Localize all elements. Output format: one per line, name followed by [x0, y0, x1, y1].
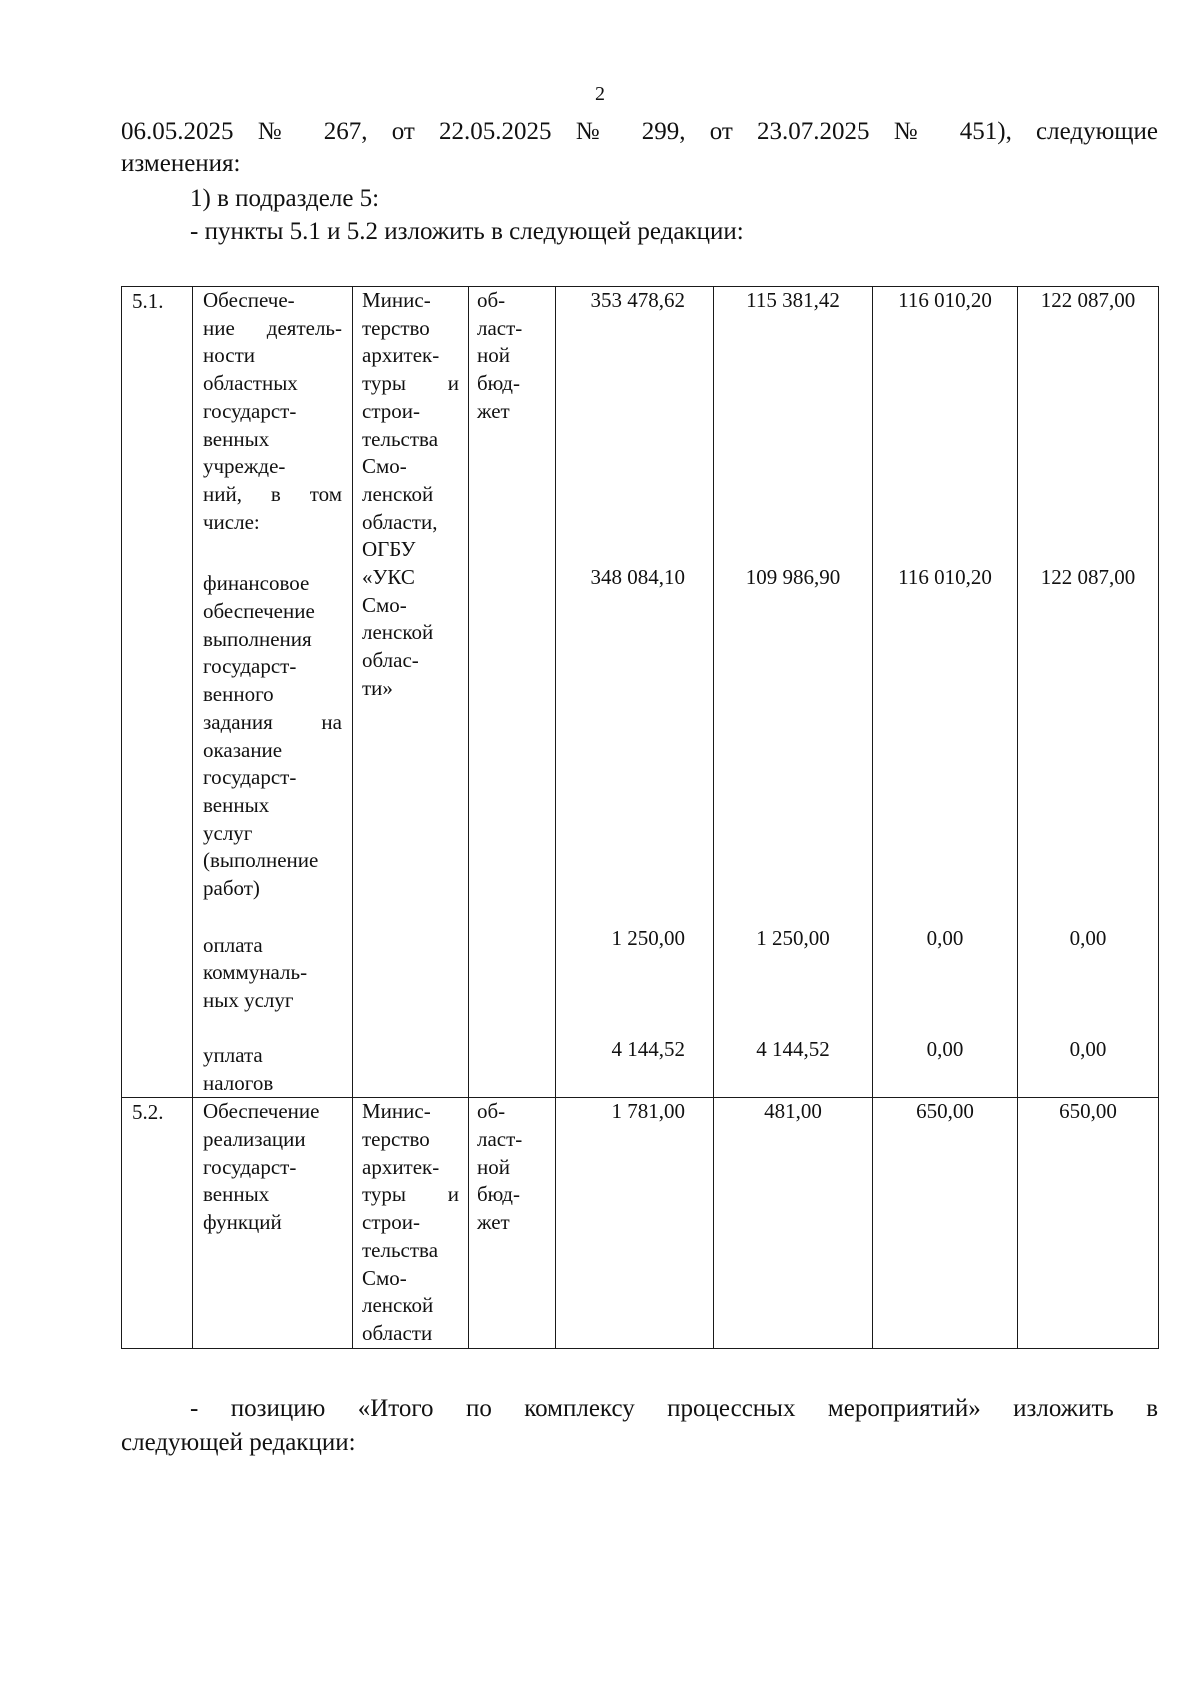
source-line: об-	[477, 288, 506, 312]
value-main: 353 478,62	[590, 288, 685, 312]
row-number: 5.1.	[122, 287, 193, 1098]
responsible-line: архитек-	[362, 343, 440, 368]
row-name-cell	[193, 287, 353, 1098]
intro-line-1: 06.05.2025 № 267, от 22.05.2025 № 299, от 23.07.2025 № 451), следующие	[121, 118, 1158, 145]
source-line: ной	[477, 1154, 510, 1179]
value-main: 650,00	[1059, 1099, 1117, 1124]
responsible-line: облас-	[362, 648, 419, 673]
responsible-line: терство	[362, 315, 430, 340]
row-number: 5.2.	[122, 1098, 193, 1348]
value-main: 115 381,42	[746, 288, 840, 312]
name-part-utilities	[193, 932, 352, 1015]
source-line: об-	[477, 1099, 506, 1124]
name-part-task	[193, 570, 352, 902]
value-utilities: 0,00	[926, 926, 964, 950]
name-line: ных услуг	[203, 988, 294, 1013]
source-line: ласт-	[477, 315, 523, 340]
responsible-line: ленской	[362, 481, 434, 506]
name-line: числе:	[203, 509, 260, 534]
name-line: выполнения	[203, 626, 312, 651]
intro-line-2: изменения:	[121, 150, 241, 177]
name-part-main	[193, 287, 352, 536]
value-cell-total	[556, 1098, 714, 1348]
value-main: 1 781,00	[611, 1099, 685, 1124]
value-main: 650,00	[916, 1099, 974, 1124]
value-cell-total	[556, 287, 714, 1098]
name-line: ности	[203, 343, 255, 368]
responsible-line: области,	[362, 509, 438, 534]
responsible-line: строи-	[362, 398, 420, 423]
name-line: финансовое	[203, 571, 310, 596]
funding-table	[121, 286, 1159, 1349]
responsible-line: области	[362, 1320, 433, 1345]
outro-line-2: следующей редакции:	[121, 1429, 356, 1456]
value-utilities: 1 250,00	[611, 926, 685, 950]
name-line: учрежде-	[203, 454, 286, 479]
value-task: 348 084,10	[590, 565, 685, 589]
value-main: 116 010,20	[898, 288, 992, 312]
table-row-5-1	[122, 287, 1159, 1098]
page-number: 2	[595, 83, 605, 105]
responsible-line: Минис-	[362, 288, 431, 312]
responsible-line: Смо-	[362, 592, 407, 617]
name-line: венного	[203, 682, 274, 707]
value-cell-year-2	[873, 1098, 1018, 1348]
intro-item-1: 1) в подразделе 5:	[190, 185, 380, 212]
name-line: венных	[203, 792, 270, 817]
value-main: 122 087,00	[1040, 288, 1136, 312]
responsible-line: терство	[362, 1126, 430, 1151]
responsible-cell	[353, 1098, 469, 1348]
responsible-line: «УКС	[362, 565, 415, 590]
responsible-cell	[353, 287, 469, 1098]
value-taxes: 0,00	[1069, 1037, 1107, 1061]
value-task: 122 087,00	[1040, 565, 1136, 589]
value-cell-year-2	[873, 287, 1018, 1098]
value-taxes: 0,00	[926, 1037, 964, 1061]
name-line: государст-	[203, 654, 297, 679]
responsible-line: Смо-	[362, 1265, 407, 1290]
name-part-taxes	[193, 1042, 352, 1097]
responsible-line: архитек-	[362, 1154, 440, 1179]
name-line: венных	[203, 426, 270, 451]
responsible-line: строи-	[362, 1210, 420, 1235]
name-line: венных	[203, 1182, 270, 1207]
name-line: услуг	[203, 820, 253, 845]
responsible-line: ти»	[362, 675, 393, 700]
name-line: Обеспече-	[203, 288, 295, 312]
name-line: функций	[203, 1210, 282, 1235]
source-cell	[469, 1098, 556, 1348]
name-line: ние деятель-	[203, 315, 342, 340]
name-line: (выполнение	[203, 848, 319, 873]
name-line: оплата	[203, 932, 263, 957]
name-line: работ)	[203, 876, 260, 901]
responsible-line: туры и	[362, 371, 459, 396]
name-line: задания на	[203, 709, 342, 734]
responsible-line: туры и	[362, 1182, 459, 1207]
responsible-line: тельства	[362, 1237, 439, 1262]
value-cell-year-3	[1018, 287, 1159, 1098]
row-name-cell	[193, 1098, 353, 1348]
name-line: государст-	[203, 1154, 297, 1179]
source-line: ласт-	[477, 1126, 523, 1151]
value-taxes: 4 144,52	[611, 1037, 685, 1061]
value-taxes: 4 144,52	[756, 1037, 830, 1061]
intro-item-2: - пункты 5.1 и 5.2 изложить в следующей редакции:	[190, 218, 744, 245]
name-line: налогов	[203, 1070, 274, 1095]
value-main: 481,00	[764, 1099, 822, 1124]
name-line: обеспечение	[203, 599, 315, 624]
responsible-line: ленской	[362, 1293, 434, 1318]
value-cell-year-3	[1018, 1098, 1159, 1348]
name-line: коммуналь-	[203, 960, 308, 985]
value-task: 109 986,90	[745, 565, 841, 589]
responsible-line: ленской	[362, 620, 434, 645]
name-line: областных	[203, 371, 298, 396]
source-line: жет	[477, 398, 510, 423]
value-task: 116 010,20	[898, 565, 992, 589]
responsible-line: Смо-	[362, 454, 407, 479]
value-cell-year-1	[714, 287, 873, 1098]
name-line: ний, в том	[203, 481, 342, 506]
name-line: оказание	[203, 737, 283, 762]
table-row-5-2	[122, 1098, 1159, 1348]
name-line: Обеспечение	[203, 1099, 320, 1124]
name-line: государст-	[203, 398, 297, 423]
name-line: уплата	[203, 1042, 263, 1067]
value-cell-year-1	[714, 1098, 873, 1348]
source-cell	[469, 287, 556, 1098]
value-utilities: 1 250,00	[756, 926, 830, 950]
source-line: жет	[477, 1210, 510, 1235]
source-line: ной	[477, 343, 510, 368]
responsible-line: Минис-	[362, 1099, 431, 1124]
responsible-line: ОГБУ	[362, 537, 416, 562]
source-line: бюд-	[477, 371, 520, 396]
responsible-line: тельства	[362, 426, 439, 451]
source-line: бюд-	[477, 1182, 520, 1207]
outro-line-1: - позицию «Итого по комплексу процессных мероприятий» изложить в	[190, 1395, 1158, 1422]
name-line: реализации	[203, 1126, 306, 1151]
name-line: государст-	[203, 765, 297, 790]
value-utilities: 0,00	[1069, 926, 1107, 950]
